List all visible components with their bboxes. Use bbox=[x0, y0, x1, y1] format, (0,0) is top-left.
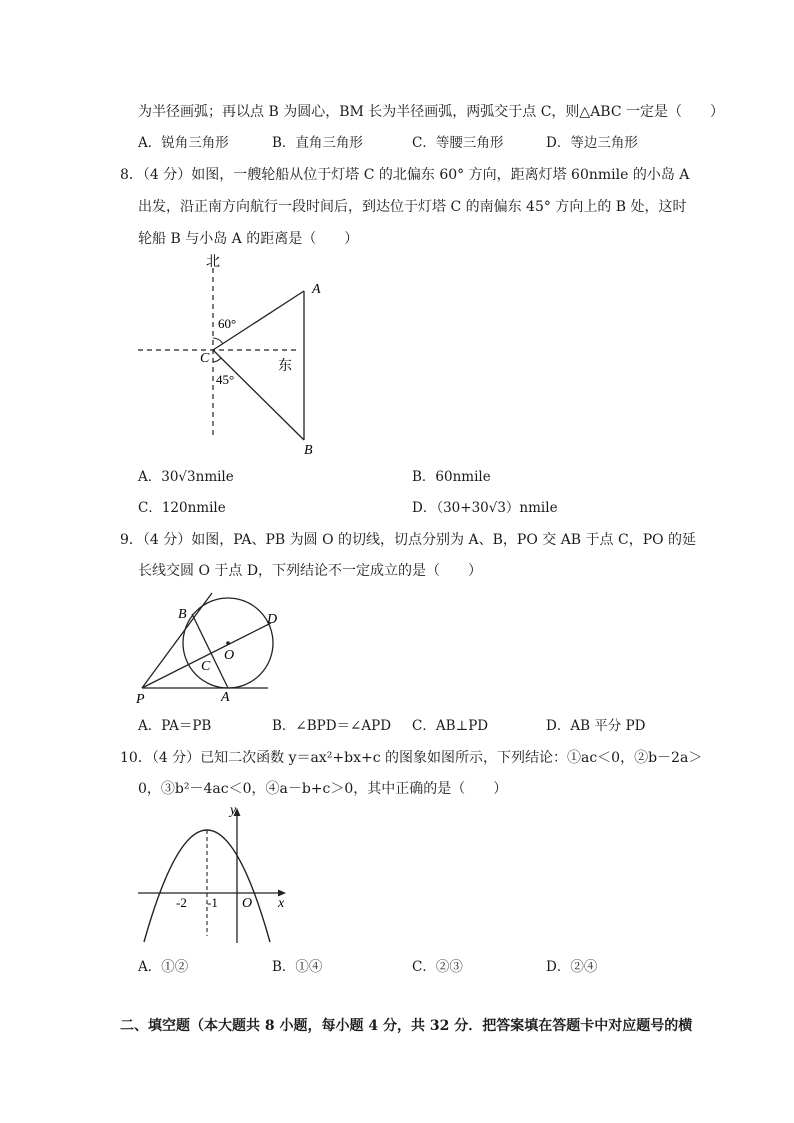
q10-option-c[interactable]: C．②③ bbox=[412, 959, 463, 975]
q9-stem-line1: 9．（4 分）如图，PA、PB 为圆 O 的切线，切点分别为 A、B，PO 交 AB 于点 C，PO 的延 bbox=[120, 532, 697, 548]
q8-option-d[interactable]: D．（30+30√3）nmile bbox=[412, 500, 558, 516]
q10-stem-line2: 0，③b²－4ac＜0，④a－b+c＞0，其中正确的是（ ） bbox=[138, 781, 508, 797]
q8-option-c[interactable]: C．120nmile bbox=[138, 500, 226, 516]
q7-stem: 为半径画弧；再以点 B 为圆心，BM 长为半径画弧，两弧交于点 C，则△ABC 一定是（ ） bbox=[138, 104, 725, 120]
tick-neg2-label: -2 bbox=[176, 895, 187, 910]
q10-option-b[interactable]: B．①④ bbox=[272, 959, 323, 975]
q10-figure bbox=[130, 800, 300, 950]
tick-neg1-label: -1 bbox=[207, 895, 218, 910]
chord-ab bbox=[192, 614, 228, 688]
point-c-label: C bbox=[201, 659, 211, 674]
origin-label: O bbox=[242, 896, 253, 911]
x-axis-label: x bbox=[278, 896, 285, 911]
center-dot bbox=[226, 641, 230, 645]
angle-60-label: 60° bbox=[218, 316, 237, 331]
q7-option-b[interactable]: B．直角三角形 bbox=[272, 135, 363, 151]
east-label: 东 bbox=[278, 359, 292, 374]
point-a-label: A bbox=[312, 282, 321, 297]
q10-option-d[interactable]: D．②④ bbox=[546, 959, 598, 975]
q8-figure bbox=[130, 250, 350, 460]
q8-stem-line2: 出发，沿正南方向航行一段时间后，到达位于灯塔 C 的南偏东 45° 方向上的 B 处，这时 bbox=[138, 199, 687, 215]
q9-option-c[interactable]: C．AB⊥PD bbox=[412, 718, 489, 734]
north-label: 北 bbox=[206, 255, 220, 270]
point-p-label: P bbox=[136, 692, 145, 707]
point-o-label: O bbox=[224, 648, 235, 663]
angle-45-arc bbox=[213, 358, 221, 362]
point-b-label: B bbox=[304, 443, 313, 458]
q7-option-d[interactable]: D．等边三角形 bbox=[546, 135, 638, 151]
point-c-label: C bbox=[200, 351, 210, 366]
q9-stem-line2: 长线交圆 O 于点 D，下列结论不一定成立的是（ ） bbox=[138, 563, 483, 579]
line-pd bbox=[142, 623, 271, 688]
q9-option-a[interactable]: A．PA＝PB bbox=[138, 718, 212, 734]
q9-option-d[interactable]: D．AB 平分 PD bbox=[546, 718, 646, 734]
angle-60-arc bbox=[213, 338, 223, 344]
q8-option-a[interactable]: A．30√3nmile bbox=[138, 469, 234, 485]
section-2-heading: 二、填空题（本大题共 8 小题，每小题 4 分，共 32 分．把答案填在答题卡中对应题号的横 bbox=[120, 1018, 693, 1034]
q9-figure bbox=[130, 585, 290, 710]
q10-stem-line1: 10．（4 分）已知二次函数 y＝ax²+bx+c 的图象如图所示，下列结论：①ac＜0，②b－2a＞ bbox=[120, 750, 703, 766]
y-axis-label: y bbox=[230, 803, 237, 818]
q10-option-a[interactable]: A．①② bbox=[138, 959, 189, 975]
q8-stem-line1: 8．（4 分）如图，一艘轮船从位于灯塔 C 的北偏东 60° 方向，距离灯塔 60nmile 的小岛 A bbox=[120, 167, 690, 183]
point-a-label: A bbox=[221, 690, 230, 705]
q9-option-b[interactable]: B．∠BPD＝∠APD bbox=[272, 718, 392, 734]
q8-stem-line3: 轮船 B 与小岛 A 的距离是（ ） bbox=[138, 231, 359, 247]
angle-45-label: 45° bbox=[216, 372, 235, 387]
point-d-label: D bbox=[267, 612, 278, 627]
point-b-label: B bbox=[178, 607, 187, 622]
q8-option-b[interactable]: B．60nmile bbox=[412, 469, 491, 485]
q7-option-c[interactable]: C．等腰三角形 bbox=[412, 135, 504, 151]
q7-option-a[interactable]: A．锐角三角形 bbox=[138, 135, 229, 151]
